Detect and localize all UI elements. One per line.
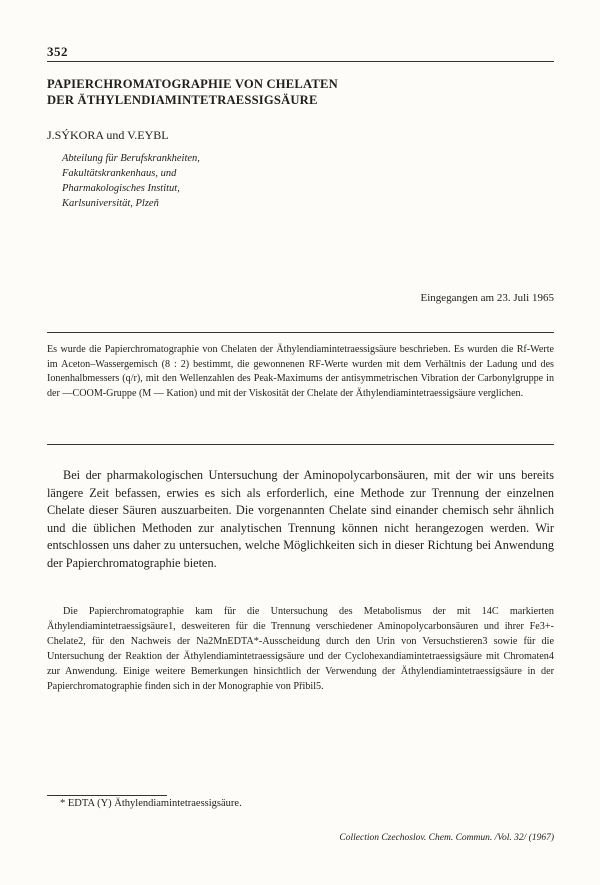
- affiliation-line: Abteilung für Berufskrankheiten,: [62, 153, 200, 164]
- page-number: 352: [47, 44, 68, 59]
- affiliation-line: Fakultätskrankenhaus, und: [62, 168, 177, 179]
- abstract-top-rule: [47, 332, 554, 333]
- abstract: Es wurde die Papierchromatographie von Chelaten der Äthylendiamintetraessigsäure beschrieben. Es wurden die Rf-Werte im Aceton–Wassergemisch (8 : 2) bestimmt, die gewonnenen RF-Werte wurden mit dem Verhältnis der Ladung und des Ionenhalbmessers (q/r), mit den Wellenzahlen des Peak-Maximums der antisymmetrischen Vibration der Carbonylgruppe in der —COOM-Gruppe (M — Kation) und mit der Viskosität der Chelate der Äthylendiamintetraessigsäure verglichen.: [47, 344, 554, 399]
- body-paragraph-2: Die Papierchromatographie kam für die Untersuchung des Metabolismus der mit 14C markierten Äthylendiamintetraessigsäure1, desweiteren für die Trennung verschiedener Aminopolycarbonsäuren und ihrer Fe3+-Chelate2, für den Nachweis der Na2MnEDTA*-Ausscheidung durch den Urin von Versuchstieren3 sowie für die Untersuchung der Reaktion der Äthylendiamintetraessigsäure und der Cyclohexandiamintetraessigsäure mit Chromaten4 zur Anwendung. Einige weitere Bemerkungen hinsichtlich der Verwendung der Äthylendiamintetraessigsäure in der Papierchromatographie finden sich in der Monographie von Přibil5.: [47, 606, 554, 692]
- affiliation-line: Karlsuniversität, Plzeň: [62, 198, 159, 209]
- footnote-rule: [47, 795, 167, 796]
- title-line-2: DER ÄTHYLENDIAMINTETRAESSIGSÄURE: [47, 93, 318, 107]
- affiliation: [62, 151, 200, 211]
- abstract-bottom-rule: [47, 444, 554, 445]
- journal-citation: Collection Czechoslov. Chem. Commun. /Vol. 32/ (1967): [339, 833, 554, 843]
- article-title: [47, 76, 547, 108]
- authors: J.SÝKORA und V.EYBL: [47, 128, 169, 142]
- body-paragraph-1: Bei der pharmakologischen Untersuchung der Aminopolycarbonsäuren, mit der wir uns bereits längere Zeit befassen, erwies es sich als erforderlich, eine Methode zur Trennung der einzelnen Chelate dieser Säuren auszuarbeiten. Die vorgenannten Chelate sind einander chemisch sehr ähnlich und die üblichen Methoden zur analytischen Trennung können nicht herangezogen werden. Wir entschlossen uns daher zu untersuchen, welche Möglichkeiten sich in dieser Richtung bei Anwendung der Papierchromatographie bieten.: [47, 468, 554, 570]
- affiliation-line: Pharmakologisches Institut,: [62, 183, 180, 194]
- header-rule: [47, 61, 554, 62]
- footnote: * EDTA (Y) Äthylendiamintetraessigsäure.: [60, 798, 242, 809]
- title-line-1: PAPIERCHROMATOGRAPHIE VON CHELATEN: [47, 77, 338, 91]
- received-date: Eingegangen am 23. Juli 1965: [420, 292, 554, 304]
